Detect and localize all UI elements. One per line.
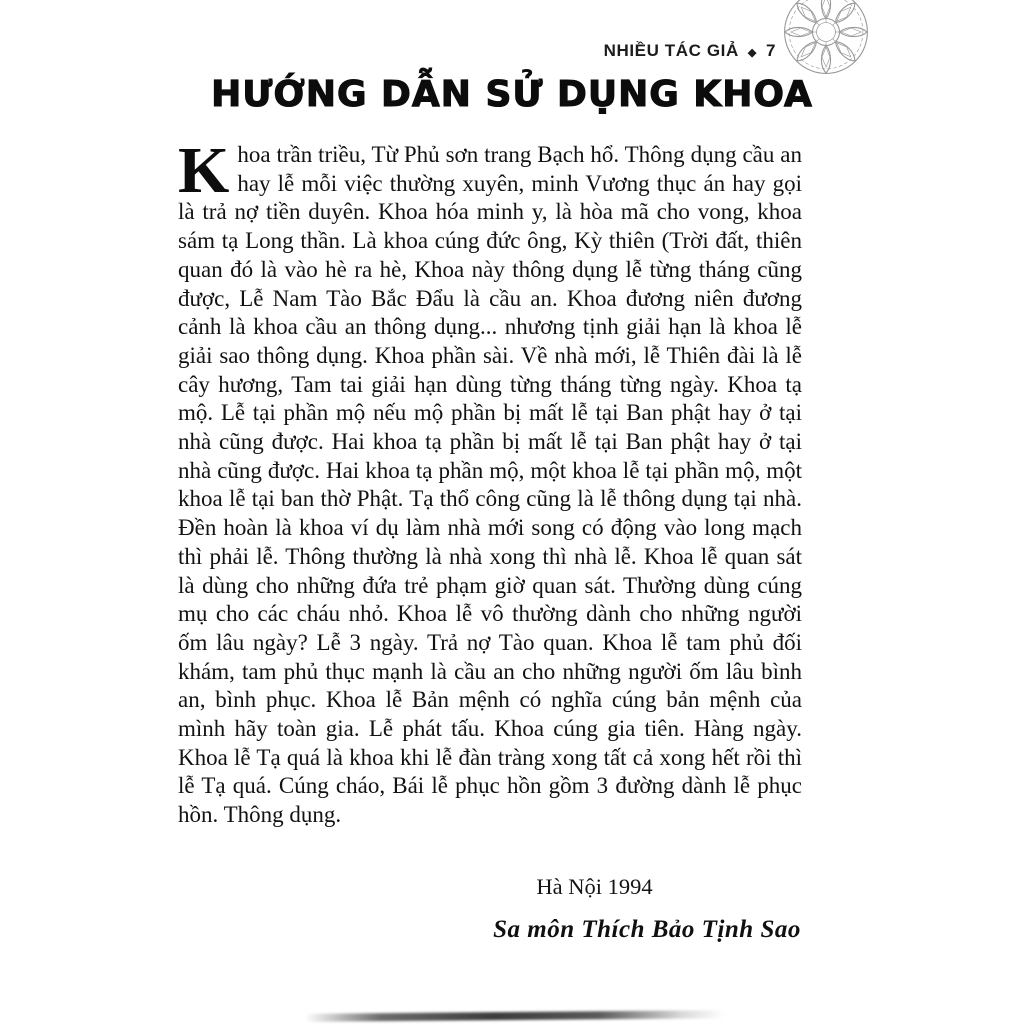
paragraph-text: hoa trần triều, Từ Phủ sơn trang Bạch hổ. Thông dụng cầu an hay lễ mỗi việc thường xuyên, minh Vương thục án hay gọi là trả nợ tiền duyên. Khoa hóa minh y, là hòa mã cho vong, khoa sám tạ Long thần. Là khoa cúng đức ông, Kỳ thiên (Trời đất, thiên quan đó là vào hè ra hè, Khoa này thông dụng lễ từng tháng cũng được, Lễ Nam Tào Bắc Đẩu là cầu an. Khoa đương niên đương cảnh là khoa cầu an thông dụng... nhương tịnh giải hạn là khoa lễ giải sao thông dụng. Khoa phần sài. Về nhà mới, lễ Thiên đài là lễ cây hương, Tam tai giải hạn dùng từng tháng từng ngày. Khoa tạ mộ. Lễ tại phần mộ nếu mộ phần bị mất lễ tại Ban phật hay ở tại nhà cũng được. Hai khoa tạ phần bị mất lễ tại Ban phật hay ở tại nhà cũng được. Hai khoa tạ phần mộ, một khoa lễ tại phần mộ, một khoa lễ tại ban thờ Phật. Tạ thổ công cũng là lễ thông dụng tại nhà. Đền hoàn là khoa ví dụ làm nhà mới song có động vào long mạch thì phải lễ. Thông thường là nhà xong thì nhà lễ. Khoa lễ quan sát là dùng cho những đứa trẻ phạm giờ quan sát. Thường dùng cúng mụ cho các cháu nhỏ. Khoa lễ vô thường dành cho những người ốm lâu ngày? Lễ 3 ngày. Trả nợ Tào quan. Khoa lễ tam phủ đối khám, tam phủ thục mạnh là cầu an cho những người ốm lâu bình an, bình phục. Khoa lễ Bản mệnh có nghĩa cúng bản mệnh của mình hãy toàn gia. Lễ phát tấu. Khoa cúng gia tiên. Hàng ngày. Khoa lễ Tạ quá là khoa khi lễ đàn tràng xong tất cả xong hết rồi thì lễ Tạ quá. Cúng cháo, Bái lễ phục hồn gồm 3 đường dành lễ phục hồn. Thông dụng. bbox=[178, 142, 802, 828]
scan-edge-artifact bbox=[305, 1010, 725, 1022]
diamond-separator-icon: ◆ bbox=[747, 46, 757, 59]
author-signature: Sa môn Thích Bảo Tịnh Sao bbox=[493, 916, 801, 943]
page-number: 7 bbox=[765, 41, 776, 60]
body-paragraph bbox=[178, 134, 802, 830]
page-header bbox=[604, 41, 776, 61]
chapter-title: HƯỚNG DẪN SỬ DỤNG KHOA bbox=[211, 74, 813, 115]
running-title: NHIỀU TÁC GIẢ bbox=[603, 41, 739, 60]
drop-cap: K bbox=[178, 134, 230, 207]
dateline: Hà Nội 1994 bbox=[536, 874, 653, 899]
flower-mandala-icon bbox=[781, 0, 871, 77]
